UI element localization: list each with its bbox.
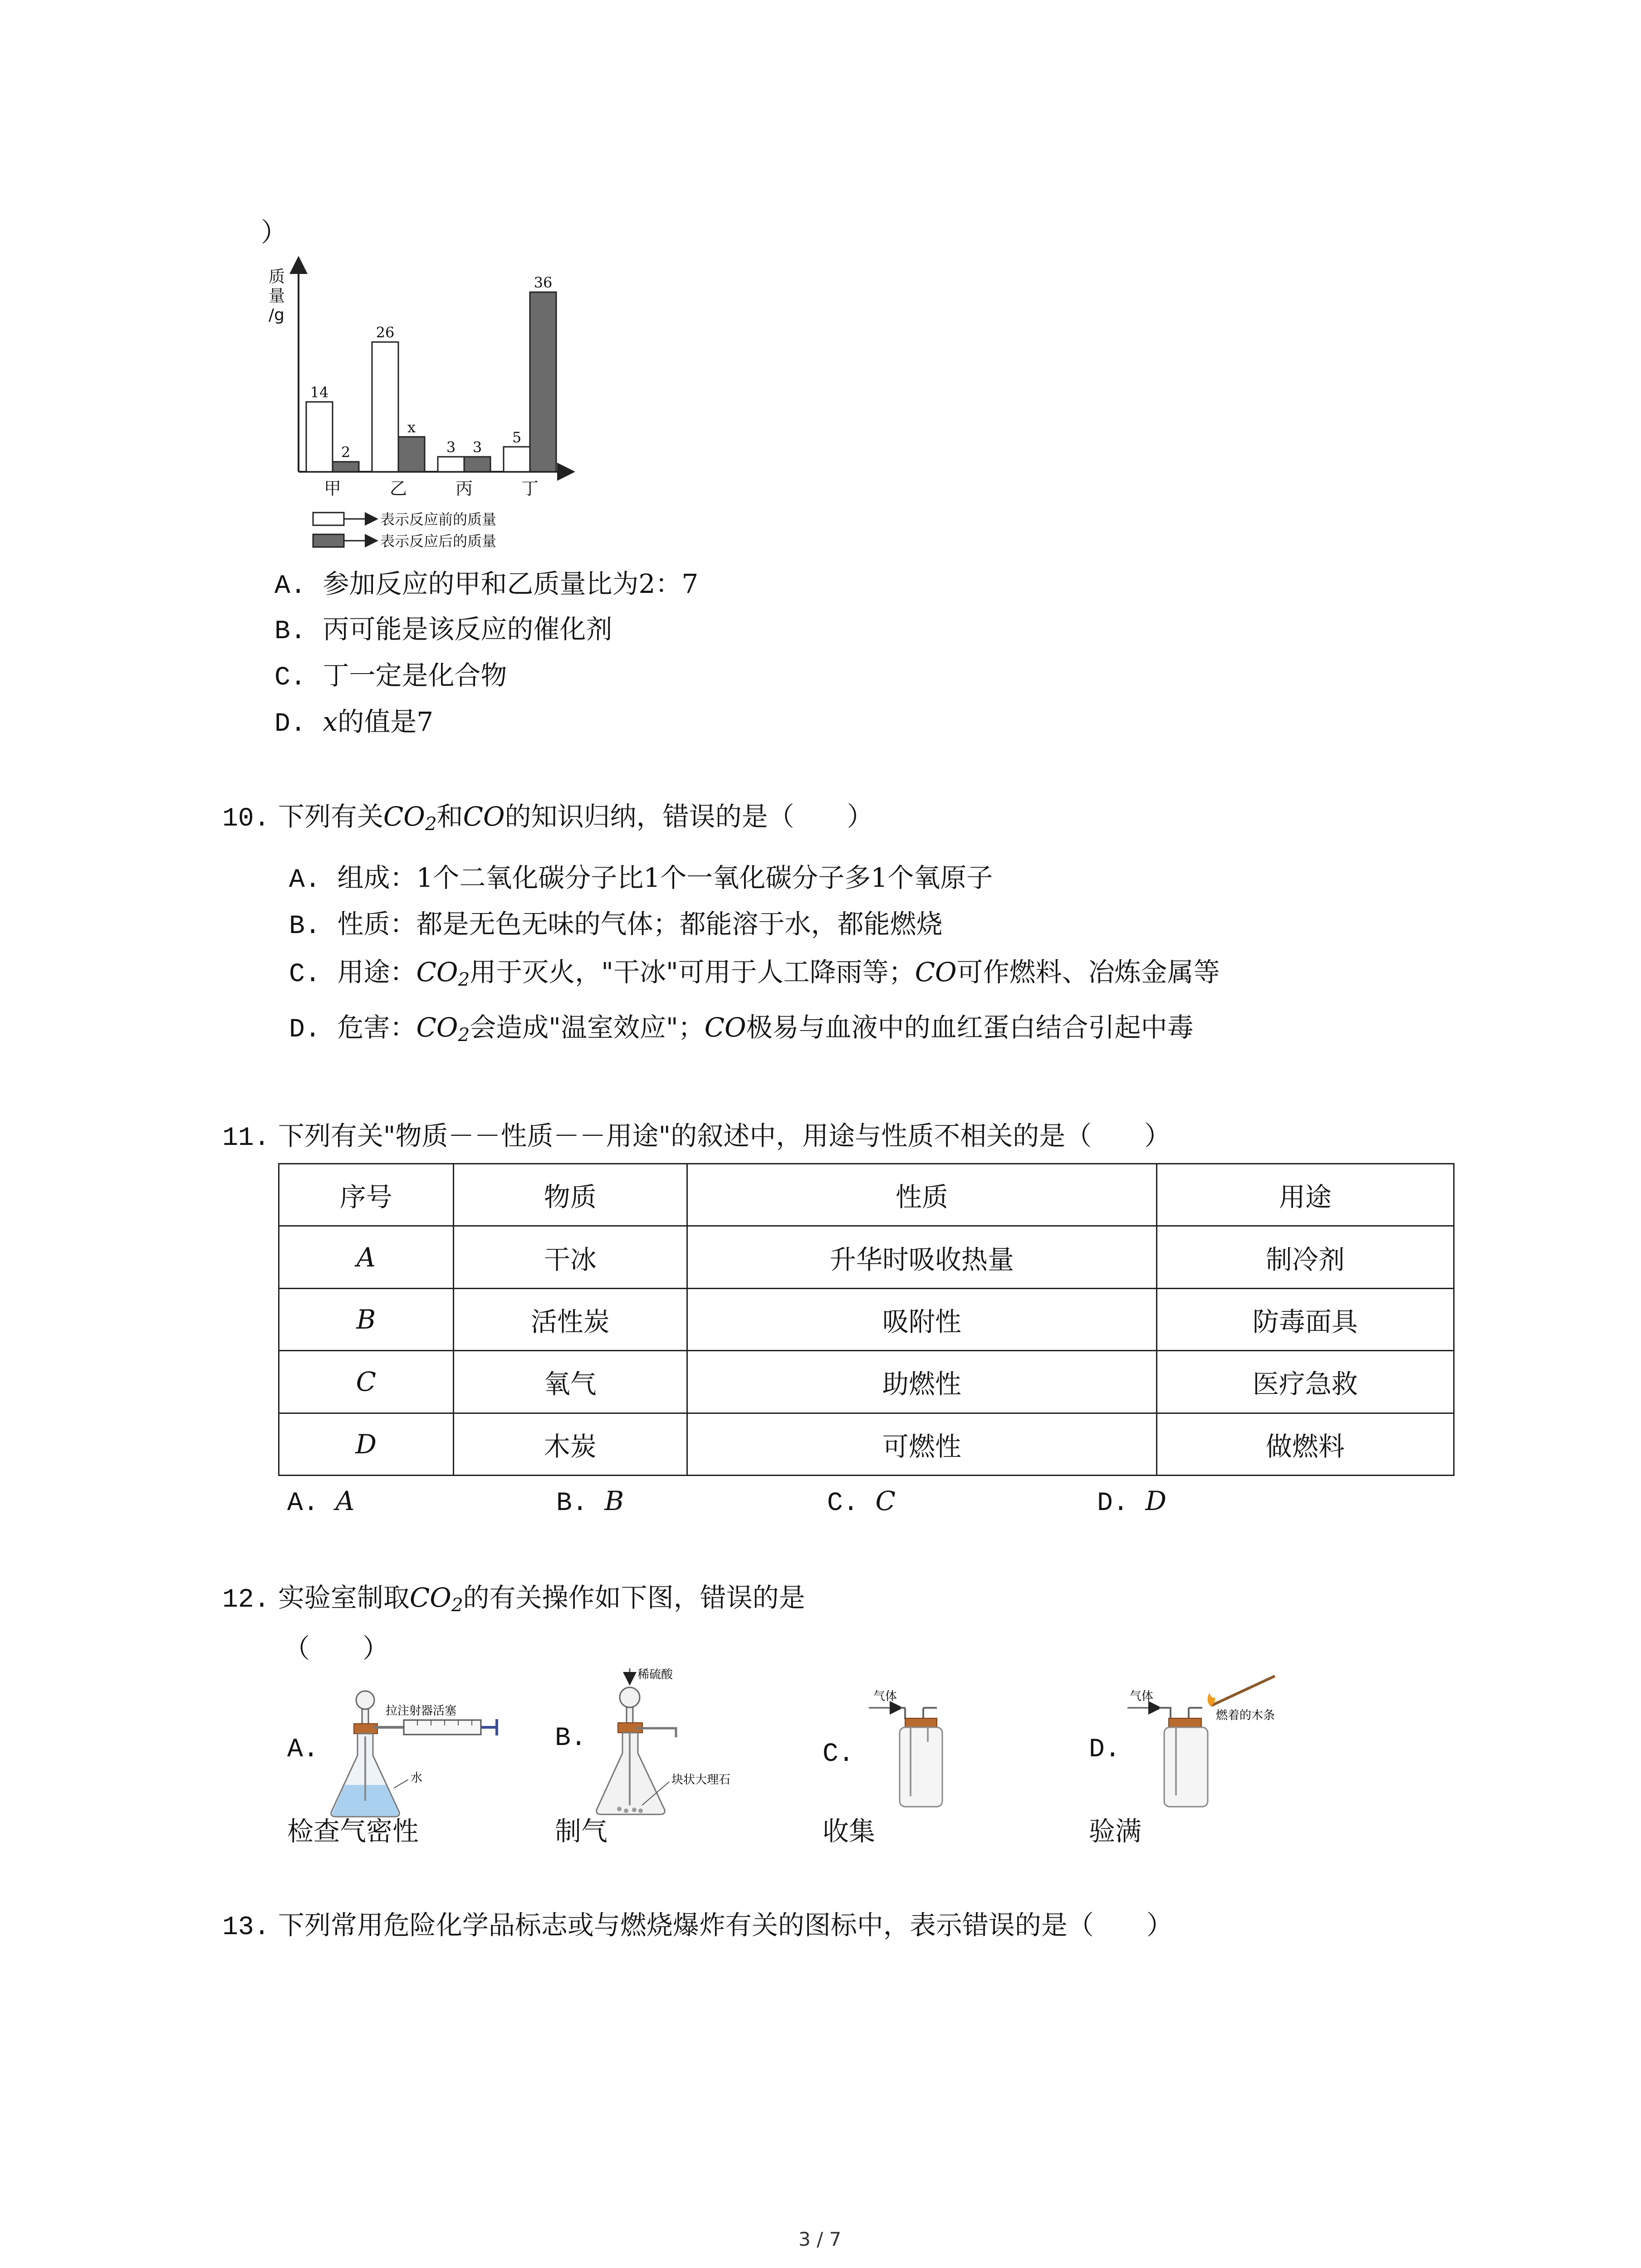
table-cell: A — [279, 1226, 454, 1288]
table-header-cell: 物质 — [453, 1164, 687, 1226]
data-label-before-3: 5 — [512, 429, 522, 446]
question-number: 11. — [222, 1124, 270, 1153]
chart-ylabel-1: 质 — [269, 268, 285, 286]
funnel-bulb — [356, 1691, 374, 1709]
category-label-0: 甲 — [323, 479, 342, 499]
option-var: x — [323, 706, 338, 737]
option-label: A. — [289, 865, 321, 895]
table-header-row — [279, 1164, 1454, 1226]
option-label: C. — [289, 960, 321, 989]
q12-fig-b-caption: 制气 — [555, 1816, 608, 1847]
table-row — [279, 1288, 1454, 1350]
option-label: B. — [556, 1489, 588, 1518]
option-text: 危害： — [337, 1012, 416, 1043]
option-label: B. — [289, 912, 321, 941]
stem-text: 下列有关"物质－－性质－－用途"的叙述中，用途与性质不相关的是（ ） — [278, 1120, 1171, 1151]
q12-fig-a-label: A. — [287, 1735, 319, 1765]
co-formula: CO — [915, 957, 957, 987]
co2-formula: $CO_2$ — [383, 801, 437, 835]
option-text: 的值是7 — [338, 706, 434, 737]
table-header-cell: 用途 — [1156, 1164, 1454, 1226]
bar-after-2 — [464, 457, 490, 472]
bar-before-0 — [306, 402, 333, 472]
data-label-after-0: 2 — [341, 444, 351, 461]
chart-ylabel-3: /g — [269, 306, 284, 324]
co-formula: CO — [704, 1012, 746, 1043]
question-number: 13. — [222, 1913, 270, 1942]
table-cell: 可燃性 — [687, 1413, 1156, 1475]
option-value: B — [604, 1486, 624, 1516]
option-label: D. — [274, 709, 306, 739]
q12-fig-c-collect — [860, 1687, 1005, 1823]
note-marble: 块状大理石 — [671, 1773, 731, 1787]
page-number: 3 / 7 — [798, 2228, 842, 2250]
stem-text: 下列常用危险化学品标志或与燃烧爆炸有关的图标中，表示错误的是（ ） — [278, 1910, 1173, 1941]
question-number: 10. — [222, 804, 270, 834]
question-number: 12. — [222, 1585, 270, 1615]
legend-after-swatch — [313, 534, 344, 547]
table-cell: 医疗急救 — [1156, 1351, 1454, 1413]
q9-option-a[interactable] — [274, 562, 698, 601]
co2-formula: $CO_2$ — [416, 957, 470, 991]
q12-fig-c-label: C. — [823, 1740, 854, 1769]
bar-after-1 — [398, 437, 425, 472]
q10-option-d[interactable] — [289, 1006, 1194, 1046]
table-row — [279, 1413, 1454, 1475]
q12-fig-d-check-full — [1125, 1674, 1316, 1823]
table-cell: 做燃料 — [1156, 1413, 1454, 1475]
data-label-after-1: x — [407, 419, 416, 436]
co2-formula: $CO_2$ — [409, 1582, 463, 1616]
q11-stem — [222, 1120, 1171, 1154]
q9-chart-svg — [263, 254, 590, 567]
q9-option-c[interactable] — [274, 654, 507, 693]
option-text: 可作燃料、冶炼金属等 — [956, 957, 1220, 987]
option-value: A — [335, 1486, 355, 1516]
q9-bracket-tail: ） — [261, 217, 288, 248]
option-text: 性质：都是无色无味的气体；都能溶于水，都能燃烧 — [337, 909, 943, 939]
q12-fig-d-label: D. — [1089, 1735, 1121, 1765]
option-value: C — [875, 1486, 896, 1516]
table-row — [279, 1226, 1454, 1288]
note-acid: 稀硫酸 — [637, 1668, 673, 1681]
category-label-2: 丙 — [455, 479, 473, 499]
q12-fig-a-airtight-check — [313, 1687, 504, 1823]
rubber-stopper — [1169, 1718, 1201, 1727]
q9-bar-chart — [263, 254, 590, 567]
q12-fig-b-generate-gas — [585, 1665, 767, 1823]
table-cell: B — [279, 1288, 454, 1350]
bar-before-1 — [372, 342, 398, 472]
q12-stem — [222, 1582, 805, 1616]
option-text: 极易与血液中的血红蛋白结合引起中毒 — [746, 1012, 1194, 1043]
option-label: D. — [1097, 1489, 1129, 1518]
co2-formula: $CO_2$ — [416, 1012, 470, 1046]
q12-bracket: （ ） — [284, 1633, 389, 1664]
data-label-after-2: 3 — [472, 439, 482, 456]
legend-before-swatch — [313, 513, 344, 525]
table-cell: 吸附性 — [687, 1288, 1156, 1350]
q10-option-a[interactable] — [289, 856, 993, 895]
note-gas: 气体 — [1130, 1690, 1154, 1703]
q10-stem — [222, 801, 873, 835]
option-label: C. — [274, 663, 306, 693]
note-stick: 燃着的木条 — [1216, 1709, 1275, 1722]
burning-stick-icon — [1211, 1676, 1275, 1706]
option-value: D — [1145, 1486, 1167, 1516]
stem-part: 的知识归纳，错误的是（ ） — [505, 801, 873, 832]
stem-part: 和 — [436, 801, 463, 832]
table-cell: 氧气 — [453, 1351, 687, 1413]
option-label: B. — [274, 617, 306, 646]
bar-before-2 — [438, 457, 464, 472]
data-label-before-2: 3 — [446, 439, 456, 456]
table-cell: 升华时吸收热量 — [687, 1226, 1156, 1288]
bar-after-3 — [530, 292, 556, 472]
category-label-1: 乙 — [389, 479, 407, 499]
funnel-bulb — [620, 1687, 640, 1707]
option-label: C. — [827, 1489, 859, 1518]
option-text: 用途： — [337, 957, 416, 987]
gas-bottle — [900, 1727, 942, 1807]
option-text: 参加反应的甲和乙质量比为2：7 — [323, 568, 699, 599]
stem-part: 下列有关 — [278, 801, 383, 832]
data-label-after-3: 36 — [534, 274, 553, 291]
syringe-barrel — [404, 1720, 481, 1735]
chart-ylabel-2: 量 — [269, 287, 285, 305]
option-label: A. — [274, 572, 306, 601]
bar-after-0 — [333, 462, 359, 472]
q9-option-b[interactable] — [274, 608, 612, 646]
table-cell: 木炭 — [453, 1413, 687, 1475]
co-formula: CO — [463, 801, 505, 832]
q10-option-c[interactable] — [289, 951, 1220, 990]
table-cell: 制冷剂 — [1156, 1226, 1454, 1288]
legend-after-label: 表示反应后的质量 — [380, 533, 497, 550]
note-gas: 气体 — [873, 1690, 897, 1703]
data-label-before-0: 14 — [310, 384, 329, 401]
q11-option-d[interactable] — [1097, 1486, 1166, 1518]
q10-option-b[interactable] — [289, 903, 943, 941]
data-label-before-1: 26 — [376, 324, 395, 341]
option-label: D. — [289, 1015, 321, 1045]
q12-fig-b-label: B. — [555, 1724, 587, 1753]
q12-fig-d-caption: 验满 — [1089, 1816, 1142, 1847]
table-cell: D — [279, 1413, 454, 1475]
bar-before-3 — [504, 447, 530, 472]
q11-option-a[interactable] — [287, 1486, 354, 1518]
table-cell: 防毒面具 — [1156, 1288, 1454, 1350]
q9-option-d[interactable] — [274, 700, 433, 739]
rubber-stopper — [905, 1718, 937, 1727]
stem-part: 的有关操作如下图，错误的是 — [463, 1582, 805, 1613]
table-cell: 助燃性 — [687, 1351, 1156, 1413]
q11-option-c[interactable] — [827, 1486, 896, 1518]
note-syringe: 拉注射器活塞 — [386, 1704, 457, 1718]
option-text: 会造成"温室效应"； — [470, 1012, 705, 1043]
option-text: 组成：1个二氧化碳分子比1个一氧化碳分子多1个氧原子 — [337, 862, 993, 893]
table-cell: C — [279, 1351, 454, 1413]
category-label-3: 丁 — [521, 479, 539, 499]
table-header-cell: 序号 — [279, 1164, 454, 1226]
legend-before-label: 表示反应前的质量 — [380, 511, 497, 528]
table-header-cell: 性质 — [687, 1164, 1156, 1226]
q12-fig-c-caption: 收集 — [823, 1816, 876, 1847]
q13-stem — [222, 1910, 1173, 1944]
table-cell: 活性炭 — [453, 1288, 687, 1350]
option-label: A. — [287, 1489, 319, 1518]
option-text: 丙可能是该反应的催化剂 — [323, 614, 612, 645]
table-row — [279, 1351, 1454, 1413]
note-water: 水 — [411, 1771, 423, 1785]
option-text: 丁一定是化合物 — [323, 660, 507, 691]
q12-fig-a-caption: 检查气密性 — [287, 1816, 419, 1847]
q11-option-b[interactable] — [556, 1486, 624, 1518]
q11-table — [278, 1163, 1455, 1476]
table-cell: 干冰 — [453, 1226, 687, 1288]
gas-bottle — [1164, 1727, 1208, 1807]
option-text: 用于灭火，"干冰"可用于人工降雨等； — [470, 957, 915, 987]
stem-part: 实验室制取 — [278, 1582, 410, 1613]
